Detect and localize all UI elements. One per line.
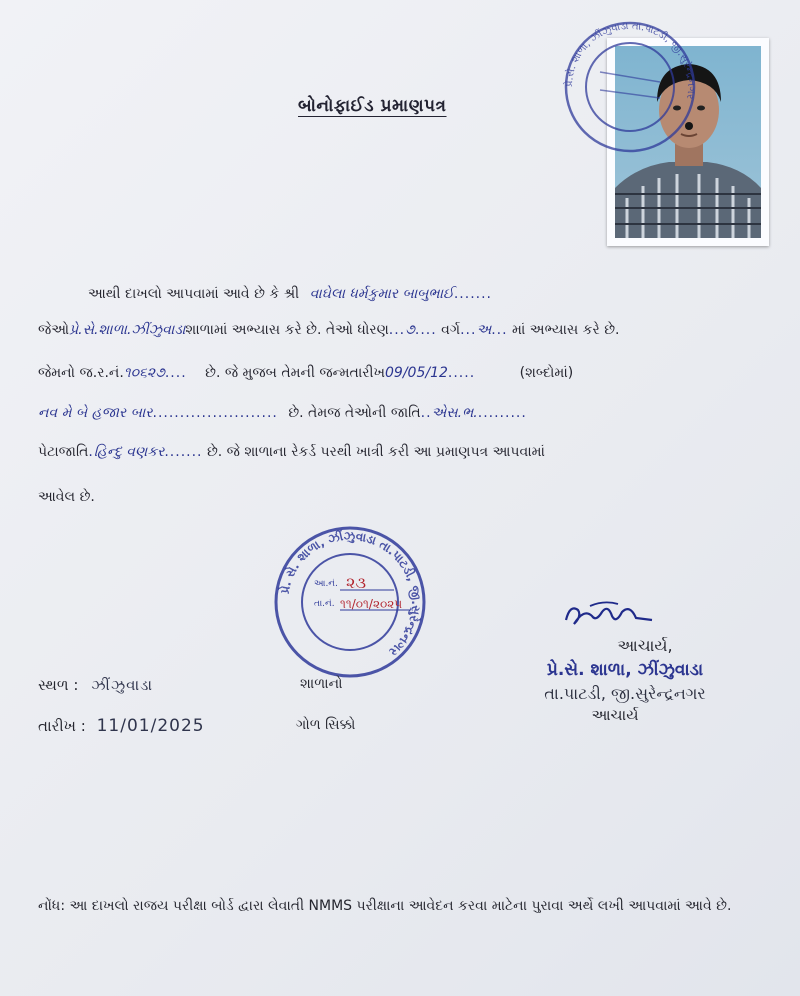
place-row	[38, 676, 153, 694]
principal-block	[505, 636, 745, 724]
closing-text: આવેલ છે.	[38, 489, 95, 505]
dob-in-words: નવ મે બે હજાર બાર	[38, 405, 153, 421]
dob-label: છે. જે મુજબ તેમની જન્મતારીખ	[205, 365, 386, 381]
seal-date-label: તા.નં.	[314, 599, 335, 609]
line-subcaste: પેટાજાતિ.હિન્દુ વણકર....... છે. જે શાળાના રેકર્ડ પરથી ખાત્રી કરી આ પ્રમાણપત્ર આપવામાં	[38, 444, 545, 460]
principal-title: આચાર્ય,	[617, 636, 673, 655]
principal-signature	[560, 598, 660, 634]
date-row	[38, 716, 205, 736]
date-label: તારીખ :	[38, 717, 86, 735]
line-certify: આથી દાખલો આપવામાં આવે છે કે શ્રી વાઘેલા ધર્મકુમાર બાબુભાઈ.......	[88, 286, 492, 302]
subcaste-value: હિન્દુ વણકર	[93, 444, 165, 460]
photo-stamp	[560, 12, 700, 162]
document-title: બોનોફાઈડ પ્રમાણપત્ર	[298, 96, 447, 116]
subcaste-label: પેટાજાતિ	[38, 444, 89, 460]
class-suffix: માં અભ્યાસ કરે છે.	[512, 322, 620, 338]
seal-caption-2: ગોળ સિક્કો	[296, 717, 356, 733]
school-seal	[270, 522, 430, 682]
in-words-label: (શબ્દોમાં)	[519, 365, 574, 381]
seal-date-value: ૧૧/૦૧/૨૦૨૫	[340, 597, 403, 611]
principal-school: પ્રે.સે. શાળા, ઝીંઝુવાડા	[546, 660, 704, 680]
school-prefix: જેઓ	[38, 322, 70, 338]
student-name: વાઘેલા ધર્મકુમાર બાબુભાઈ	[309, 286, 454, 302]
photo-stamp-ring-text: પ્રે.સે. શાળા, ઝીંઝુવાડા તા.પાટડી, જી.સુરેન્દ્રનગર	[563, 20, 697, 101]
seal-caption-1: શાળાનો	[300, 676, 343, 692]
dob-value: 09/05/12	[385, 365, 448, 381]
gr-number: ૧૦૬૨૭	[123, 365, 165, 381]
seal-ring-text: પ્રે. સે. શાળા, ઝીંઝુવાડા તા.પાટડી, જી.સુરેન્દ્રનગર	[277, 528, 424, 660]
school-name-fill: પ્રે.સે.શાળા.ઝીંઝુવાડા	[69, 322, 186, 338]
class-label: વર્ગ	[441, 322, 461, 338]
seal-an-value: ૨૩	[346, 573, 367, 592]
principal-role: આચાર્ય	[591, 706, 639, 724]
class-value: અ	[476, 322, 492, 338]
gr-prefix: જેમનો જ.ર.નં.	[38, 365, 124, 381]
place-label: સ્થળ :	[38, 676, 79, 694]
line-gr-no: જેમનો જ.ર.નં.૧૦૬૨૭.... છે. જે મુજબ તેમની જન્મતારીખ09/05/12..... (શબ્દોમાં)	[38, 365, 574, 381]
principal-address: તા.પાટડી, જી.સુરેન્દ્રનગર	[544, 684, 706, 703]
subcaste-suffix: છે. જે શાળાના રેકર્ડ પરથી ખાત્રી કરી આ પ્રમાણપત્ર આપવામાં	[206, 444, 545, 460]
seal-an-label: આ.નં.	[314, 579, 338, 589]
place-value: ઝીંઝુવાડા	[91, 676, 154, 694]
caste-value: એસ.ભ.	[431, 405, 478, 421]
caste-label: છે. તેમજ તેઓની જાતિ	[288, 405, 421, 421]
certify-prefix: આથી દાખલો આપવામાં આવે છે કે શ્રી	[88, 286, 300, 302]
standard-value: ૭	[405, 322, 415, 338]
line-school: જેઓપ્રે.સે.શાળા.ઝીંઝુવાડાશાળામાં અભ્યાસ કરે છે. તેઓ ધોરણ...૭.... વર્ગ...અ... માં અભ્યાસ કરે છે.	[38, 322, 620, 338]
line-closing	[38, 489, 95, 505]
date-value: 11/01/2025	[96, 716, 205, 736]
line-dob-words: નવ મે બે હજાર બાર....................... છે. તેમજ તેઓની જાતિ..એસ.ભ..........	[38, 405, 527, 421]
school-mid: શાળામાં અભ્યાસ કરે છે. તેઓ ધોરણ	[185, 322, 389, 338]
footnote: નોંધ: આ દાખલો રાજય પરીક્ષા બોર્ડ દ્વારા લેવાતી NMMS પરીક્ષાના આવેદન કરવા માટેના પુરાવા અર્થે લખી આપવામાં આવે છે.	[38, 898, 732, 914]
